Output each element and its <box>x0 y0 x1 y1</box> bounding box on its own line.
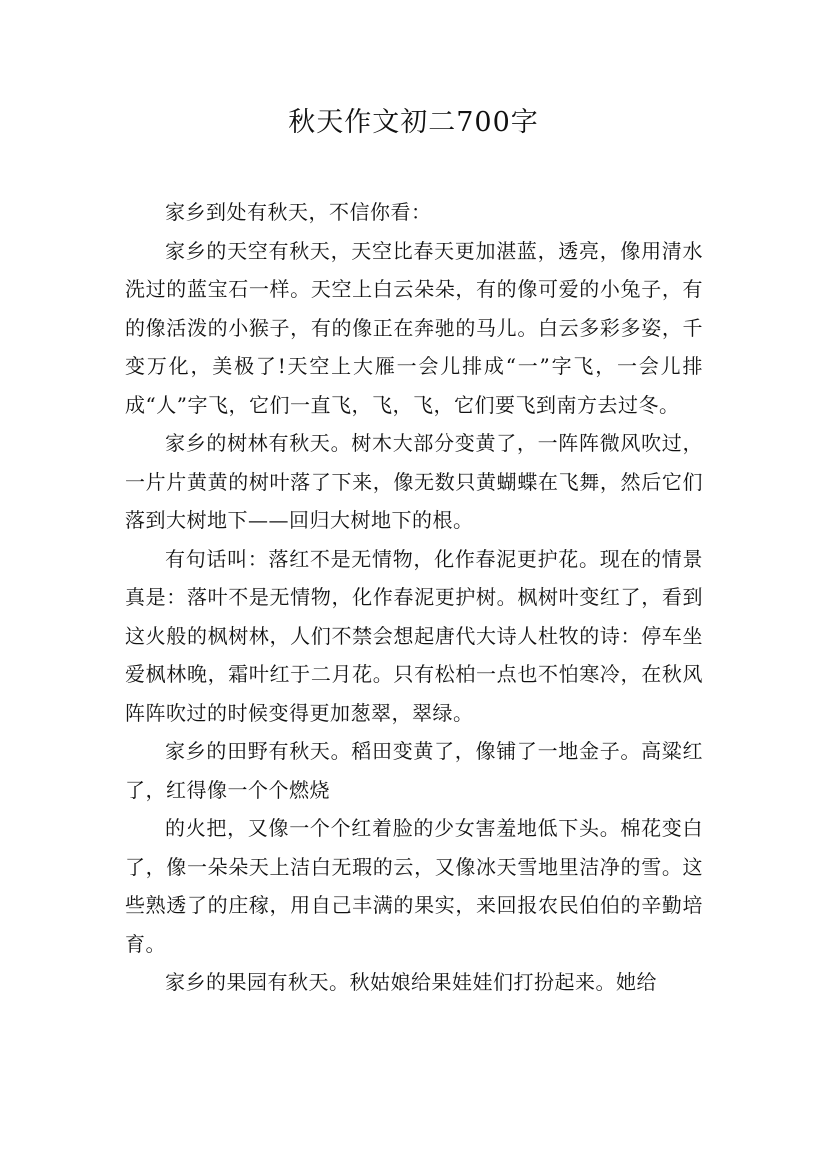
paragraph-fields: 家乡的田野有秋天。稻田变黄了，像铺了一地金子。高粱红了，红得像一个个燃烧 <box>125 739 703 802</box>
document-title: 秋天作文初二700字 <box>288 107 539 138</box>
paragraph-sky: 家乡的天空有秋天，天空比春天更加湛蓝，透亮，像用清水洗过的蓝宝石一样。天空上白云朵朵，有的像可爱的小兔子，有的像活泼的小猴子，有的像正在奔驰的马儿。白云多彩多姿，千变万化，美极了!天空上大雁一会儿排成“一”字飞，一会儿排成“人”字飞，它们一直飞，飞，飞，它们要飞到南方去过冬。 <box>125 238 703 417</box>
paragraph-woods: 家乡的树林有秋天。树木大部分变黄了，一阵阵微风吹过，一片片黄黄的树叶落了下来，像无数只黄蝴蝶在飞舞，然后它们落到大树地下——回归大树地下的根。 <box>125 431 703 532</box>
paragraph-orchard: 家乡的果园有秋天。秋姑娘给果娃娃们打扮起来。她给 <box>165 970 657 994</box>
document-body <box>125 193 703 1002</box>
paragraph-intro: 家乡到处有秋天，不信你看： <box>165 200 432 224</box>
paragraph-saying: 有句话叫：落红不是无情物，化作春泥更护花。现在的情景真是：落叶不是无情物，化作春泥更护树。枫树叶变红了，看到这火般的枫树林，人们不禁会想起唐代大诗人杜牧的诗：停车坐爱枫林晚，霜叶红于二月花。只有松柏一点也不怕寒冷，在秋风阵阵吹过的时候变得更加葱翠，翠绿。 <box>125 546 703 725</box>
paragraph-fields-continued: 的火把，又像一个个红着脸的少女害羞地低下头。棉花变白了，像一朵朵天上洁白无瑕的云，又像冰天雪地里洁净的雪。这些熟透了的庄稼，用自己丰满的果实，来回报农民伯伯的辛勤培育。 <box>125 816 703 956</box>
